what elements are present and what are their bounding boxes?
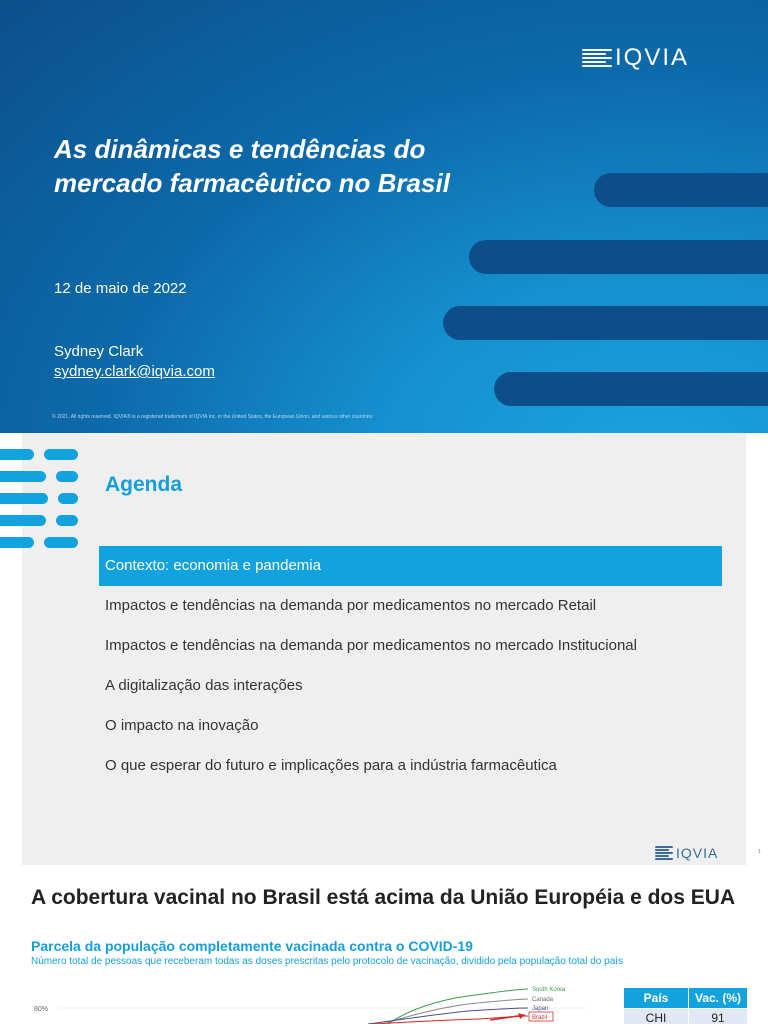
agenda-item[interactable]: Impactos e tendências na demanda por medicamentos no mercado Institucional: [105, 637, 637, 654]
table-cell: CHI: [624, 1009, 689, 1024]
agenda-slide: [0, 433, 768, 865]
agenda-item[interactable]: Impactos e tendências na demanda por medicamentos no mercado Retail: [105, 597, 597, 614]
iqvia-logo-text: IQVIA: [676, 845, 719, 861]
presentation-title: As dinâmicas e tendências do mercado farmacêutico no Brasil: [54, 134, 450, 198]
title-slide: [0, 0, 768, 433]
y-tick-label: 80%: [34, 1006, 49, 1013]
slide-note: Número total de pessoas que receberam todas as doses prescritas pelo protocolo de vacinação, dividido pela população total do país: [31, 956, 624, 967]
copyright-notice: © 2021. All rights reserved. IQVIA® is a registered trademark of IQVIA Inc. in the United States, the European Union, and various other countries.: [52, 414, 374, 420]
table-header: Vac. (%): [689, 988, 748, 1009]
table-cell: 91: [689, 1009, 748, 1024]
agenda-title: Agenda: [105, 473, 183, 496]
page-number: 1: [758, 849, 761, 855]
vaccination-line-chart: [28, 980, 588, 1024]
slide-subtitle: Parcela da população completamente vacinada contra o COVID-19: [31, 938, 473, 954]
iqvia-logo: [655, 845, 718, 861]
vaccination-slide: [0, 865, 768, 1024]
agenda-item[interactable]: A digitalização das interações: [105, 677, 303, 694]
agenda-item[interactable]: O impacto na inovação: [105, 717, 259, 734]
slide-title: A cobertura vacinal no Brasil está acima da União Européia e dos EUA: [31, 886, 736, 909]
decorative-stripe: [469, 240, 768, 274]
iqvia-logo-text: IQVIA: [615, 44, 690, 71]
iqvia-logo-bars-icon: [655, 846, 673, 860]
decorative-stripe: [594, 173, 768, 207]
table-header: País: [624, 988, 689, 1009]
decorative-stripe: [443, 306, 768, 340]
iqvia-logo: [582, 44, 689, 72]
agenda-item[interactable]: O que esperar do futuro e implicações para a indústria farmacêutica: [105, 757, 557, 774]
author-email-link[interactable]: sydney.clark@iqvia.com: [54, 363, 215, 380]
series-label-brazil: Brazil: [532, 1015, 548, 1021]
table-row: [624, 1009, 748, 1024]
agenda-list: [99, 546, 722, 786]
series-label-canada: Canada: [532, 997, 554, 1003]
vaccination-table: [623, 987, 748, 1024]
author-name: Sydney Clark: [54, 343, 144, 360]
series-label-japan: Japan: [532, 1006, 549, 1012]
iqvia-logo-bars-icon: [582, 49, 612, 67]
agenda-item[interactable]: Contexto: economia e pandemia: [99, 546, 722, 586]
presentation-date: 12 de maio de 2022: [54, 280, 187, 297]
decorative-stripe: [494, 372, 768, 406]
series-label-south-korea: South Korea: [532, 987, 566, 993]
